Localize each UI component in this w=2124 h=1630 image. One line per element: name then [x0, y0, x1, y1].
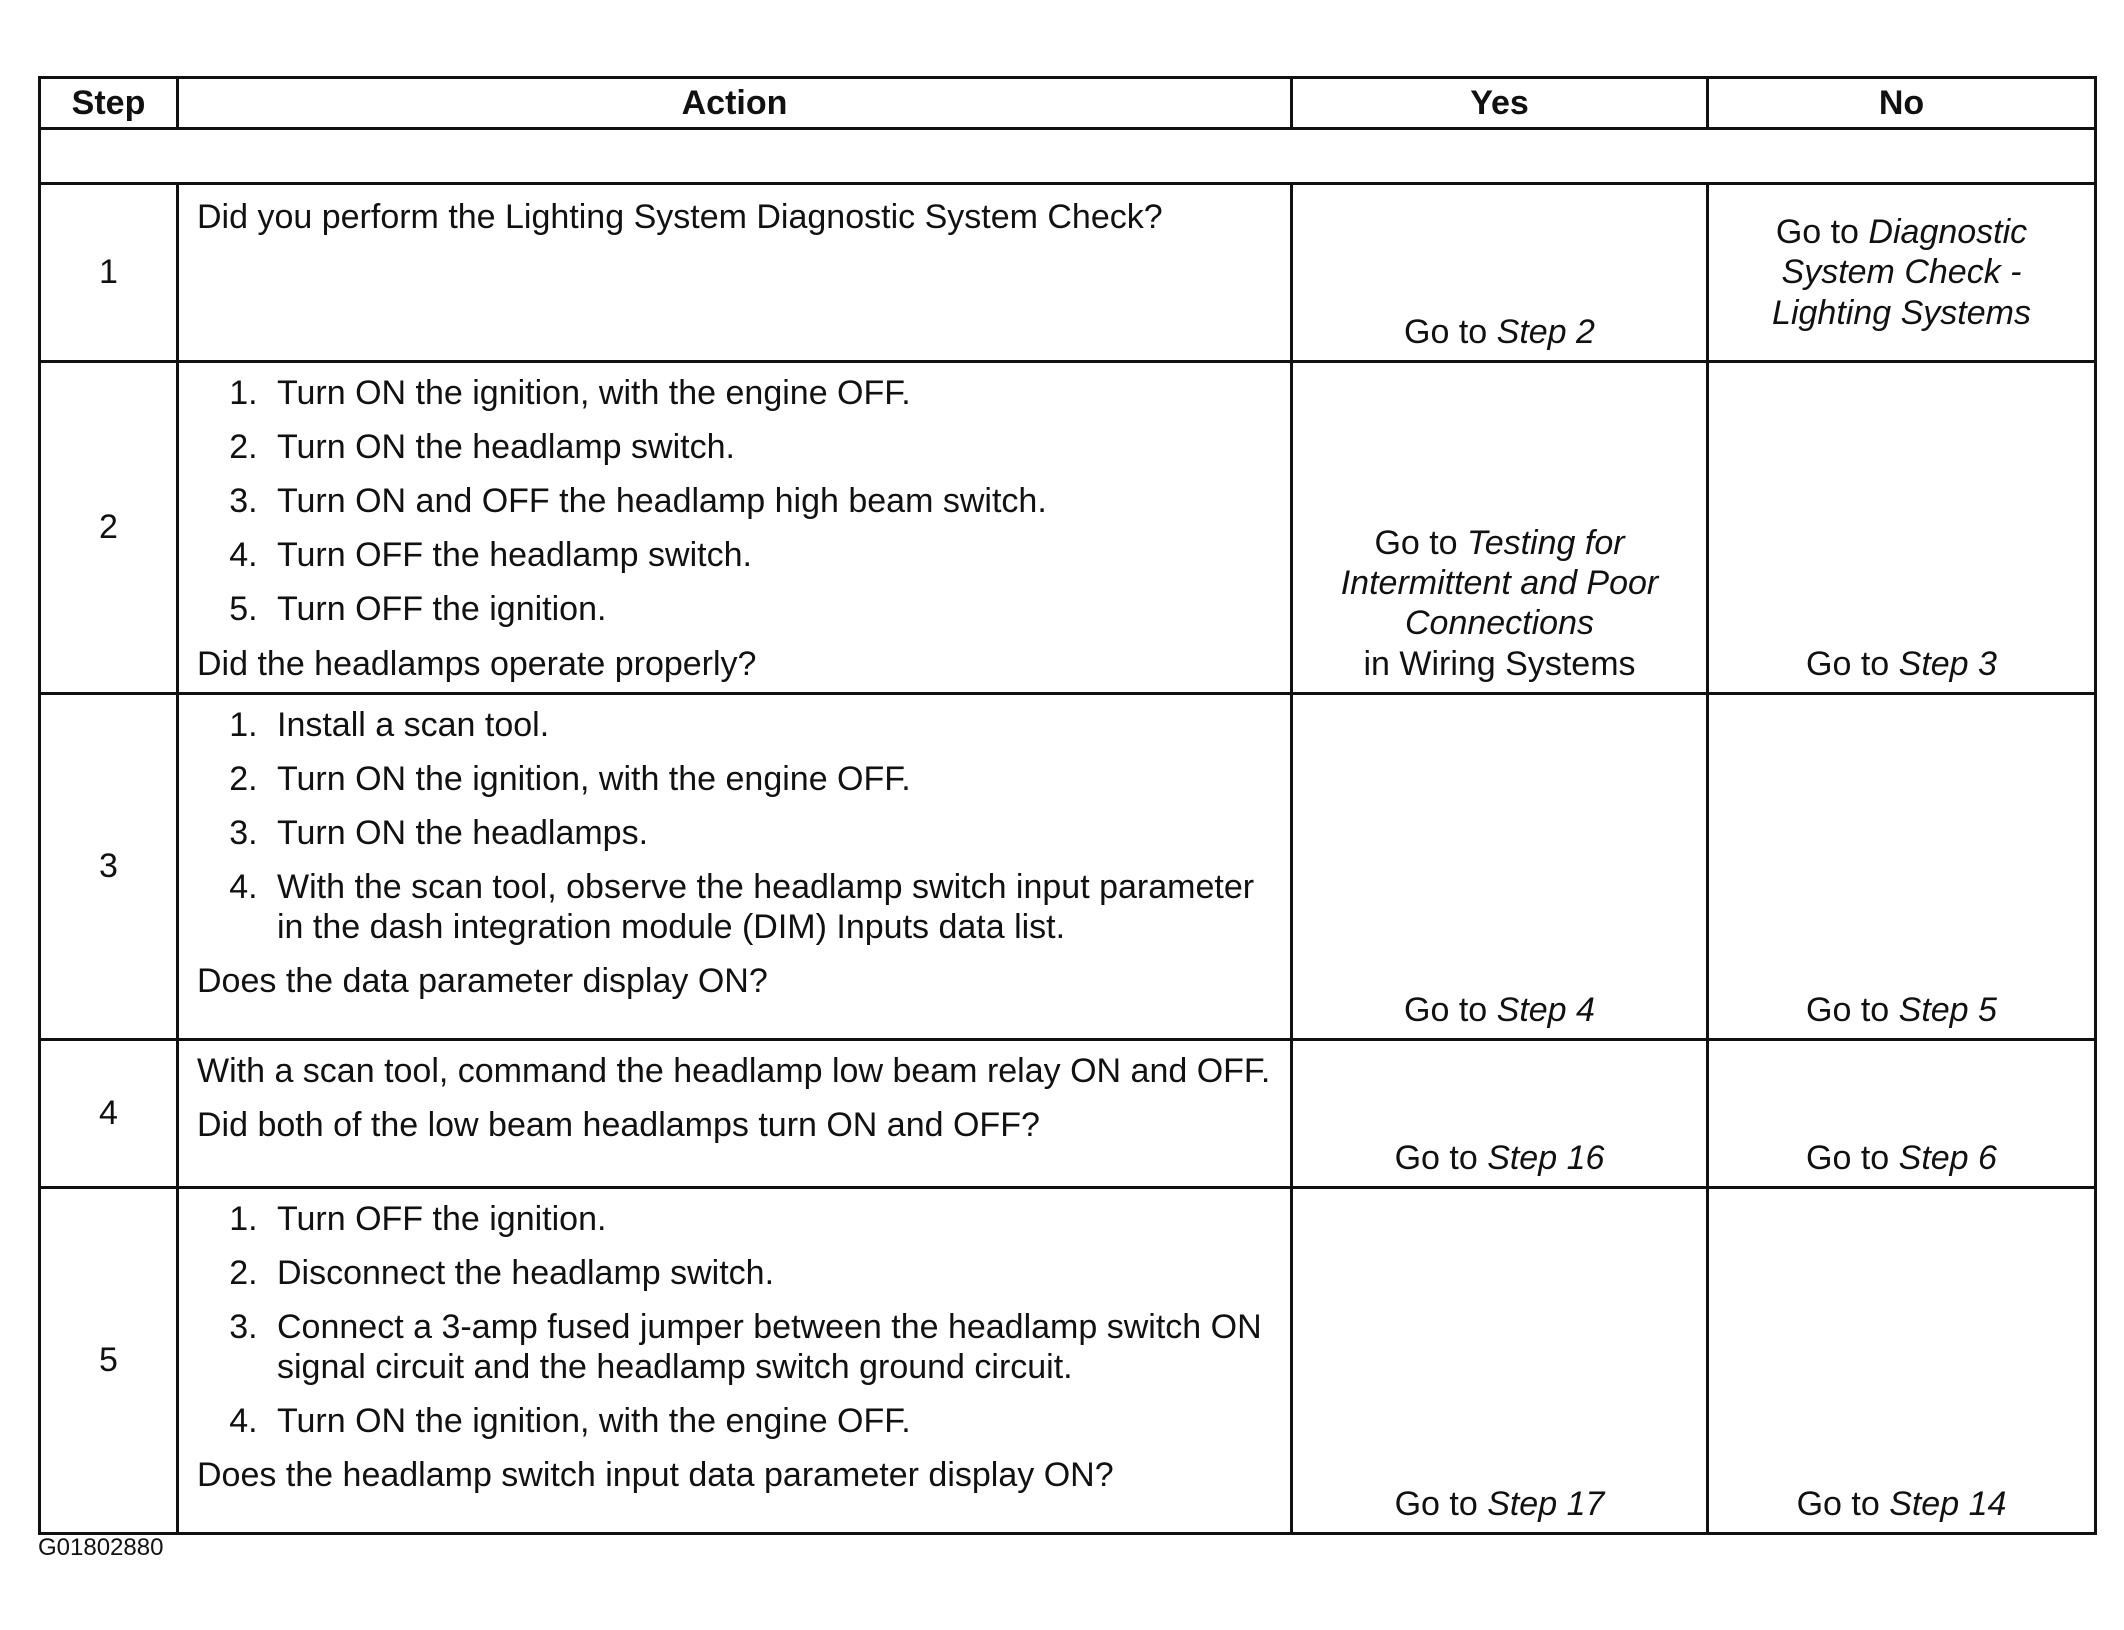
question-text: Does the data parameter display ON?	[197, 962, 768, 1001]
question-text: Did the headlamps operate properly?	[197, 644, 757, 683]
no-reference: Diagnostic System Check - Lighting Systems	[1772, 213, 2031, 332]
no-cell	[1708, 184, 2096, 362]
table-row	[40, 693, 2096, 1039]
yes-cell	[1292, 362, 1708, 694]
yes-reference: Testing for Intermittent and Poor Connections	[1340, 524, 1659, 643]
list-item: 3. Connect a 3-amp fused jumper between the headlamp switch ON signal circuit and the headlamp switch ground circuit.	[267, 1307, 1272, 1387]
no-cell	[1708, 693, 2096, 1039]
list-item: 4. Turn ON the ignition, with the engine OFF.	[267, 1401, 1272, 1441]
yes-reference: Step 16	[1487, 1138, 1605, 1177]
step-number: 1	[40, 184, 178, 362]
no-reference: Step 5	[1898, 990, 1997, 1029]
list-item: 5. Turn OFF the ignition.	[267, 589, 1272, 629]
list-item: 1. Turn OFF the ignition.	[267, 1199, 1272, 1239]
list-item: 1. Turn ON the ignition, with the engine OFF.	[267, 373, 1272, 413]
question-text: Did both of the low beam headlamps turn ON and OFF?	[197, 1105, 1040, 1144]
yes-reference: Step 2	[1496, 312, 1595, 351]
table-row	[40, 362, 2096, 694]
list-item: 4. Turn OFF the headlamp switch.	[267, 535, 1272, 575]
diagnostic-table	[38, 76, 2097, 1535]
yes-prefix: Go to	[1394, 1138, 1488, 1177]
step-number: 4	[40, 1039, 178, 1187]
question-text: Does the headlamp switch input data parameter display ON?	[197, 1456, 1114, 1495]
no-prefix: Go to	[1806, 644, 1899, 683]
yes-prefix: Go to	[1404, 312, 1497, 351]
yes-cell	[1292, 1187, 1708, 1533]
no-cell	[1708, 362, 2096, 694]
yes-prefix: Go to	[1374, 524, 1468, 563]
yes-cell	[1292, 1039, 1708, 1187]
no-reference: Step 6	[1898, 1138, 1997, 1177]
table-row	[40, 1039, 2096, 1187]
no-cell	[1708, 1187, 2096, 1533]
action-cell	[178, 1187, 1292, 1533]
blank-row	[40, 129, 2096, 184]
yes-cell	[1292, 184, 1708, 362]
action-cell	[178, 693, 1292, 1039]
list-item: 2. Turn ON the headlamp switch.	[267, 427, 1272, 467]
action-cell	[178, 184, 1292, 362]
no-reference: Step 14	[1889, 1484, 2007, 1523]
list-item: 1. Install a scan tool.	[267, 705, 1272, 745]
table-row	[40, 184, 2096, 362]
header-row	[40, 78, 2096, 129]
yes-reference: Step 4	[1496, 990, 1595, 1029]
no-prefix: Go to	[1775, 213, 1869, 252]
no-prefix: Go to	[1806, 990, 1899, 1029]
table-row	[40, 1187, 2096, 1533]
no-reference: Step 3	[1898, 644, 1997, 683]
yes-prefix: Go to	[1404, 990, 1497, 1029]
list-item: 4. With the scan tool, observe the headlamp switch input parameter in the dash integration module (DIM) Inputs data list.	[267, 867, 1272, 947]
yes-reference: Step 17	[1487, 1484, 1605, 1523]
step-number: 5	[40, 1187, 178, 1533]
step-number: 3	[40, 693, 178, 1039]
step-number: 2	[40, 362, 178, 694]
no-prefix: Go to	[1806, 1138, 1899, 1177]
header-step: Step	[40, 78, 178, 129]
list-item: 3. Turn ON and OFF the headlamp high beam switch.	[267, 481, 1272, 521]
header-action: Action	[178, 78, 1292, 129]
action-list	[197, 373, 1272, 630]
yes-prefix: Go to	[1394, 1484, 1488, 1523]
action-cell	[178, 362, 1292, 694]
header-no: No	[1708, 78, 2096, 129]
list-item: 2. Turn ON the ignition, with the engine OFF.	[267, 759, 1272, 799]
action-cell	[178, 1039, 1292, 1187]
figure-code: G01802880	[38, 1534, 164, 1561]
list-item: 3. Turn ON the headlamps.	[267, 813, 1272, 853]
list-item: 2. Disconnect the headlamp switch.	[267, 1253, 1272, 1293]
action-list	[197, 1199, 1272, 1442]
yes-cell	[1292, 693, 1708, 1039]
no-cell	[1708, 1039, 2096, 1187]
no-prefix: Go to	[1796, 1484, 1890, 1523]
question-text: Did you perform the Lighting System Diagnostic System Check?	[197, 198, 1163, 236]
intro-text: With a scan tool, command the headlamp low beam relay ON and OFF.	[197, 1051, 1271, 1090]
yes-suffix: in Wiring Systems	[1363, 644, 1636, 683]
header-yes: Yes	[1292, 78, 1708, 129]
action-list	[197, 705, 1272, 948]
